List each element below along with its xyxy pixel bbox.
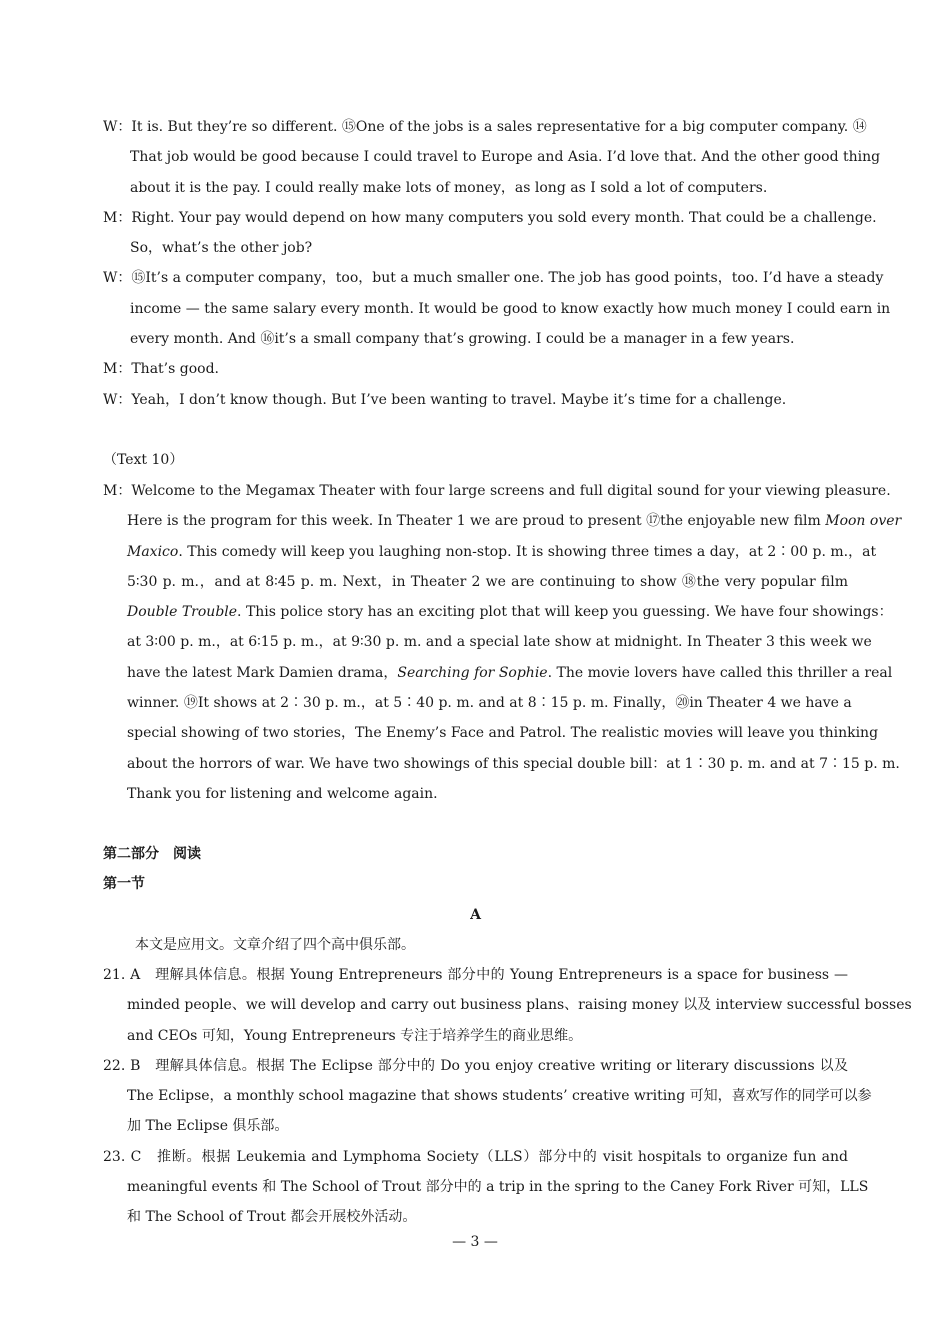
answer-line: 加 The Eclipse 俱乐部。: [127, 1118, 289, 1135]
monologue-line: 5∶30 p. m.，and at 8∶45 p. m. Next，in Theater 2 we are continuing to show ⑱the very popular film: [127, 573, 848, 590]
monologue-line: Maxico. This comedy will keep you laughing non-stop. It is showing three times a day，at 2∶00 p. m.，at: [127, 543, 877, 560]
part2-heading: 第二部分 阅读: [103, 846, 201, 862]
dialogue-line: That job would be good because I could travel to Europe and Asia. I’d love that. And the other good thing: [130, 149, 881, 166]
monologue-line: winner. ⑲It shows at 2∶30 p. m.，at 5∶40 p. m. and at 8∶15 p. m. Finally，⑳in Theater 4 we have a: [127, 695, 852, 712]
answer-line: The Eclipse，a monthly school magazine that shows students’ creative writing 可知，喜欢写作的同学可以参: [127, 1088, 872, 1105]
answer-line: minded people、we will develop and carry out business plans、raising money 以及 interview successful bosses: [127, 997, 912, 1014]
passage-letter: A: [470, 906, 481, 923]
monologue-line: at 3∶00 p. m.，at 6∶15 p. m.，at 9∶30 p. m. and a special late show at midnight. In Theater 3 this week we: [127, 634, 872, 651]
dialogue-text10-preceding: [103, 112, 891, 415]
reading-section-headings: [103, 839, 848, 960]
dialogue-line: W：Yeah，I don’t know though. But I’ve been wanting to travel. Maybe it’s time for a challenge.: [103, 391, 787, 408]
dialogue-line: income — the same salary every month. It would be good to know exactly how much money I could earn in: [130, 300, 891, 317]
text10-label-block: [103, 445, 848, 475]
dialogue-line: every month. And ⑯it’s a small company that’s growing. I could be a manager in a few years.: [130, 331, 795, 348]
monologue-line: Here is the program for this week. In Theater 1 we are proud to present ⑰the enjoyable new film Moon over: [127, 513, 902, 530]
answer-line: and CEOs 可知，Young Entrepreneurs 专注于培养学生的商业思维。: [127, 1027, 583, 1044]
passage-summary: 本文是应用文。文章介绍了四个高中俱乐部。: [135, 936, 415, 953]
monologue-line: Double Trouble. This police story has an exciting plot that will keep you guessing. We have four showings：: [127, 604, 893, 621]
monologue-line: have the latest Mark Damien drama，Searching for Sophie. The movie lovers have called this thriller a real: [127, 664, 893, 681]
answer-line: 23. C 推断。根据 Leukemia and Lymphoma Society（LLS）部分中的 visit hospitals to organize fun and: [103, 1148, 848, 1165]
answer-line: meaningful events 和 The School of Trout 部分中的 a trip in the spring to the Caney Fork River 可知，LLS: [127, 1179, 869, 1196]
monologue-line: M：Welcome to the Megamax Theater with four large screens and full digital sound for your viewing pleasure.: [103, 483, 891, 499]
dialogue-line: W：⑮It’s a computer company，too，but a much smaller one. The job has good points，too. I’d have a steady: [103, 270, 884, 287]
dialogue-line: W：It is. But they’re so different. ⑮One of the jobs is a sales representative for a big computer company. ⑭: [103, 119, 867, 135]
section1-heading: 第一节: [103, 876, 145, 893]
answer-line: 22. B 理解具体信息。根据 The Eclipse 部分中的 Do you enjoy creative writing or literary discussions 以及: [103, 1057, 848, 1074]
monologue-text10: [103, 476, 902, 809]
answer-line: 21. A 理解具体信息。根据 Young Entrepreneurs 部分中的 Young Entrepreneurs is a space for business —: [103, 967, 848, 983]
monologue-line: Thank you for listening and welcome again.: [127, 785, 438, 802]
answer-line: 和 The School of Trout 都会开展校外活动。: [127, 1209, 417, 1226]
dialogue-line: M：Right. Your pay would depend on how many computers you sold every month. That could be a challenge.: [103, 209, 877, 226]
text10-label: （Text 10）: [103, 452, 184, 468]
page-number: — 3 —: [452, 1234, 498, 1250]
dialogue-line: So，what’s the other job?: [130, 240, 313, 257]
dialogue-line: M：That’s good.: [103, 361, 219, 378]
monologue-line: special showing of two stories，The Enemy’s Face and Patrol. The realistic movies will leave you thinking: [127, 725, 879, 742]
dialogue-line: about it is the pay. I could really make lots of money，as long as I sold a lot of computers.: [130, 179, 768, 196]
answer-explanations: [103, 960, 912, 1233]
monologue-line: about the horrors of war. We have two showings of this special double bill：at 1∶30 p. m. and at 7∶15 p. m.: [127, 755, 900, 772]
